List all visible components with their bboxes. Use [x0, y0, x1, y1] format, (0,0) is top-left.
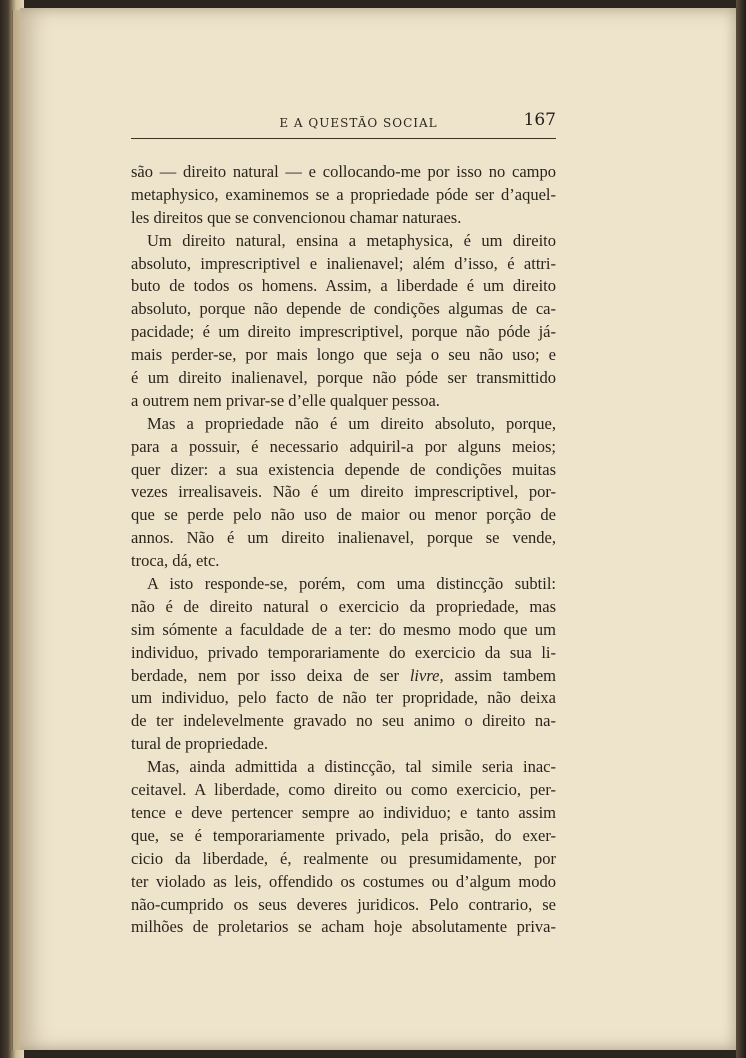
body-text [131, 161, 556, 939]
text-line: absoluto, porque não depende de condições algumas de ca- [131, 299, 556, 319]
text-line: tence e deve pertencer sempre ao individuo; e tanto assim [131, 802, 556, 822]
text-line: A isto responde-se, porém, com uma distincção subtil: [147, 574, 556, 594]
text-line: são — direito natural — e collocando-me por isso no campo [131, 162, 556, 181]
text-line: troca, dá, etc. [131, 551, 220, 571]
text-line: tural de propriedade. [131, 734, 268, 754]
text-line: que, se é temporariamente privado, pela prisão, do exer- [131, 825, 556, 845]
text-line: não-cumprido os seus deveres juridicos. Pelo contrario, se [131, 894, 556, 914]
text-line: sim sómente a faculdade de a ter: do mesmo modo que um [131, 619, 556, 639]
text-line: ceitavel. A liberdade, como direito ou como exercicio, per- [131, 780, 556, 800]
running-head: E A QUESTÃO SOCIAL [279, 116, 438, 130]
text-line: metaphysico, examinemos se a propriedade póde ser d’aquel- [131, 184, 556, 204]
text-line: mais perder-se, por mais longo que seja o seu não uso; e [131, 345, 556, 365]
text-line: annos. Não é um direito inalienavel, porque se vende, [131, 528, 556, 548]
text-line: cicio da liberdade, é, realmente ou presumidamente, por [131, 848, 556, 868]
text-line: individuo, privado temporariamente do exercicio da sua li- [131, 642, 556, 662]
text-line: que se perde pelo não uso de maior ou menor porção de [131, 505, 556, 525]
text-line: absoluto, imprescriptivel e inalienavel; além d’isso, é attri- [131, 253, 556, 273]
text-line: vezes irrealisaveis. Não é um direito imprescriptivel, por- [131, 482, 556, 502]
text-line: não é de direito natural o exercicio da propriedade, mas [131, 596, 556, 616]
text-segment: assim tambem [443, 665, 557, 685]
text-line: quer dizer: a sua existencia depende de condições muitas [131, 459, 556, 479]
italic-word: livre, [409, 665, 444, 685]
text-line: a outrem nem privar-se d’elle qualquer pessoa. [131, 390, 440, 410]
page-number: 167 [523, 110, 556, 130]
text-segment: berdade, nem por isso deixa de ser [131, 665, 410, 685]
text-line: Mas, ainda admittida a distincção, tal simile seria inac- [147, 757, 556, 777]
text-line: buto de todos os homens. Assim, a liberdade é um direito [131, 276, 556, 296]
text-line: ter violado as leis, offendido os costumes ou d’algum modo [131, 871, 556, 891]
book-right-edge [736, 0, 746, 1058]
text-line: Mas a propriedade não é um direito absoluto, porque, [147, 413, 556, 433]
text-line: para a possuir, é necessario adquiril-a por alguns meios; [131, 436, 556, 456]
text-line: um individuo, pelo facto de não ter propridade, não deixa [131, 688, 556, 708]
text-line: Um direito natural, ensina a metaphysica, é um direito [147, 230, 556, 250]
text-line: milhões de proletarios se acham hoje absolutamente priva- [131, 917, 556, 937]
text-line [131, 665, 556, 688]
text-line: pacidade; é um direito imprescriptivel, porque não póde já- [131, 322, 556, 342]
text-line: les direitos que se convencionou chamar naturaes. [131, 207, 462, 227]
text-line: de ter indelevelmente gravado no seu animo o direito na- [131, 711, 556, 731]
page-header [131, 108, 556, 139]
text-line: é um direito inalienavel, porque não póde ser transmittido [131, 368, 556, 388]
